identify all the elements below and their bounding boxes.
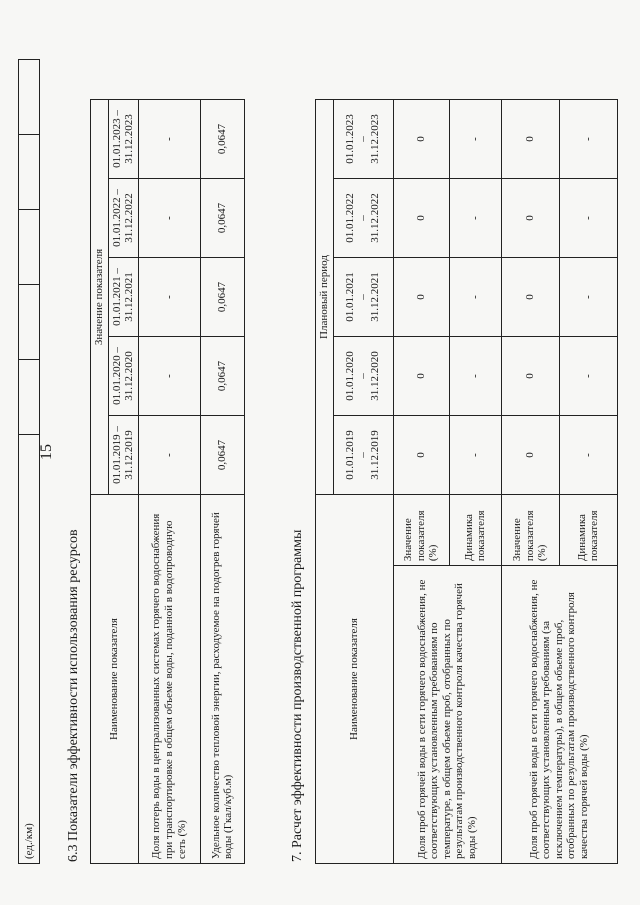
program-efficiency-table bbox=[315, 99, 618, 864]
row-value: 0 bbox=[393, 179, 449, 258]
header-value-group: Значение показателя bbox=[91, 100, 109, 495]
sub-label: Значение показателя (%) bbox=[501, 495, 559, 566]
row-value: 0 bbox=[501, 179, 559, 258]
plan-period-4: 01.01.2022 – 31.12.2022 bbox=[333, 179, 393, 258]
plan-period-2: 01.01.2020 – 31.12.2020 bbox=[333, 337, 393, 416]
row-value: 0,0647 bbox=[200, 258, 244, 337]
row-value: 0,0647 bbox=[200, 416, 244, 495]
row-value: 0,0647 bbox=[200, 100, 244, 179]
plan-period-3: 01.01.2021 – 31.12.2021 bbox=[333, 258, 393, 337]
page-number: 15 bbox=[38, 444, 55, 460]
row-value: 0 bbox=[393, 100, 449, 179]
row-value: - bbox=[449, 258, 501, 337]
sub-label: Значение показателя (%) bbox=[393, 495, 449, 566]
sub-label: Динамика показателя bbox=[559, 495, 617, 566]
row-value: 0 bbox=[393, 258, 449, 337]
resource-efficiency-table bbox=[90, 99, 245, 864]
section-63-title: 6.3 Показатели эффективности использования ресурсов bbox=[66, 529, 81, 862]
row-value: 0 bbox=[393, 337, 449, 416]
row-value: - bbox=[138, 100, 200, 179]
row-value: - bbox=[449, 100, 501, 179]
row-value: 0 bbox=[501, 337, 559, 416]
section-7-title: 7. Расчет эффективности производственной программы bbox=[290, 529, 305, 862]
row-name: Доля потерь воды в централизованных системах горячего водоснабжения при транспортировке в общем объеме воды, поданной в водопроводную сеть (%) bbox=[138, 495, 200, 864]
unit-fragment-table bbox=[18, 59, 40, 864]
plan-period-5: 01.01.2023 – 31.12.2023 bbox=[333, 100, 393, 179]
row-value: - bbox=[559, 258, 617, 337]
period-1: 01.01.2019 – 31.12.2019 bbox=[108, 416, 138, 495]
period-5: 01.01.2023 – 31.12.2023 bbox=[108, 100, 138, 179]
header-period-group: Плановый период bbox=[316, 100, 334, 495]
row-name: Доля проб горячей воды в сети горячего водоснабжения, не соответствующих установленным требованиям (за исключением температуры), в общем объеме проб, отобранных по результатам производственного контроля качества горячей воды (%) bbox=[501, 566, 617, 864]
row-value: - bbox=[559, 100, 617, 179]
unit-cell: (ед./км) bbox=[19, 435, 40, 864]
row-value: 0,0647 bbox=[200, 337, 244, 416]
sub-label: Динамика показателя bbox=[449, 495, 501, 566]
row-value: - bbox=[559, 337, 617, 416]
header-name: Наименование показателя bbox=[91, 495, 139, 864]
header-name: Наименование показателя bbox=[316, 495, 394, 864]
row-value: - bbox=[138, 258, 200, 337]
row-name: Доля проб горячей воды в сети горячего водоснабжения, не соответствующих установленным требованиям по температуре, в общем объеме проб, отобранных по результатам производственного контроля качества горячей воды (%) bbox=[393, 566, 501, 864]
row-name: Удельное количество тепловой энергии, расходуемое на подогрев горячей воды (Гкал/куб.м) bbox=[200, 495, 244, 864]
rotated-content bbox=[20, 22, 620, 882]
row-value: 0,0647 bbox=[200, 179, 244, 258]
period-2: 01.01.2020 – 31.12.2020 bbox=[108, 337, 138, 416]
row-value: - bbox=[559, 416, 617, 495]
row-value: - bbox=[449, 337, 501, 416]
period-3: 01.01.2021 – 31.12.2021 bbox=[108, 258, 138, 337]
row-value: - bbox=[559, 179, 617, 258]
row-value: - bbox=[138, 416, 200, 495]
row-value: 0 bbox=[501, 416, 559, 495]
row-value: - bbox=[138, 179, 200, 258]
row-value: - bbox=[449, 416, 501, 495]
plan-period-1: 01.01.2019 – 31.12.2019 bbox=[333, 416, 393, 495]
row-value: 0 bbox=[393, 416, 449, 495]
period-4: 01.01.2022 – 31.12.2022 bbox=[108, 179, 138, 258]
row-value: - bbox=[449, 179, 501, 258]
row-value: - bbox=[138, 337, 200, 416]
row-value: 0 bbox=[501, 100, 559, 179]
row-value: 0 bbox=[501, 258, 559, 337]
